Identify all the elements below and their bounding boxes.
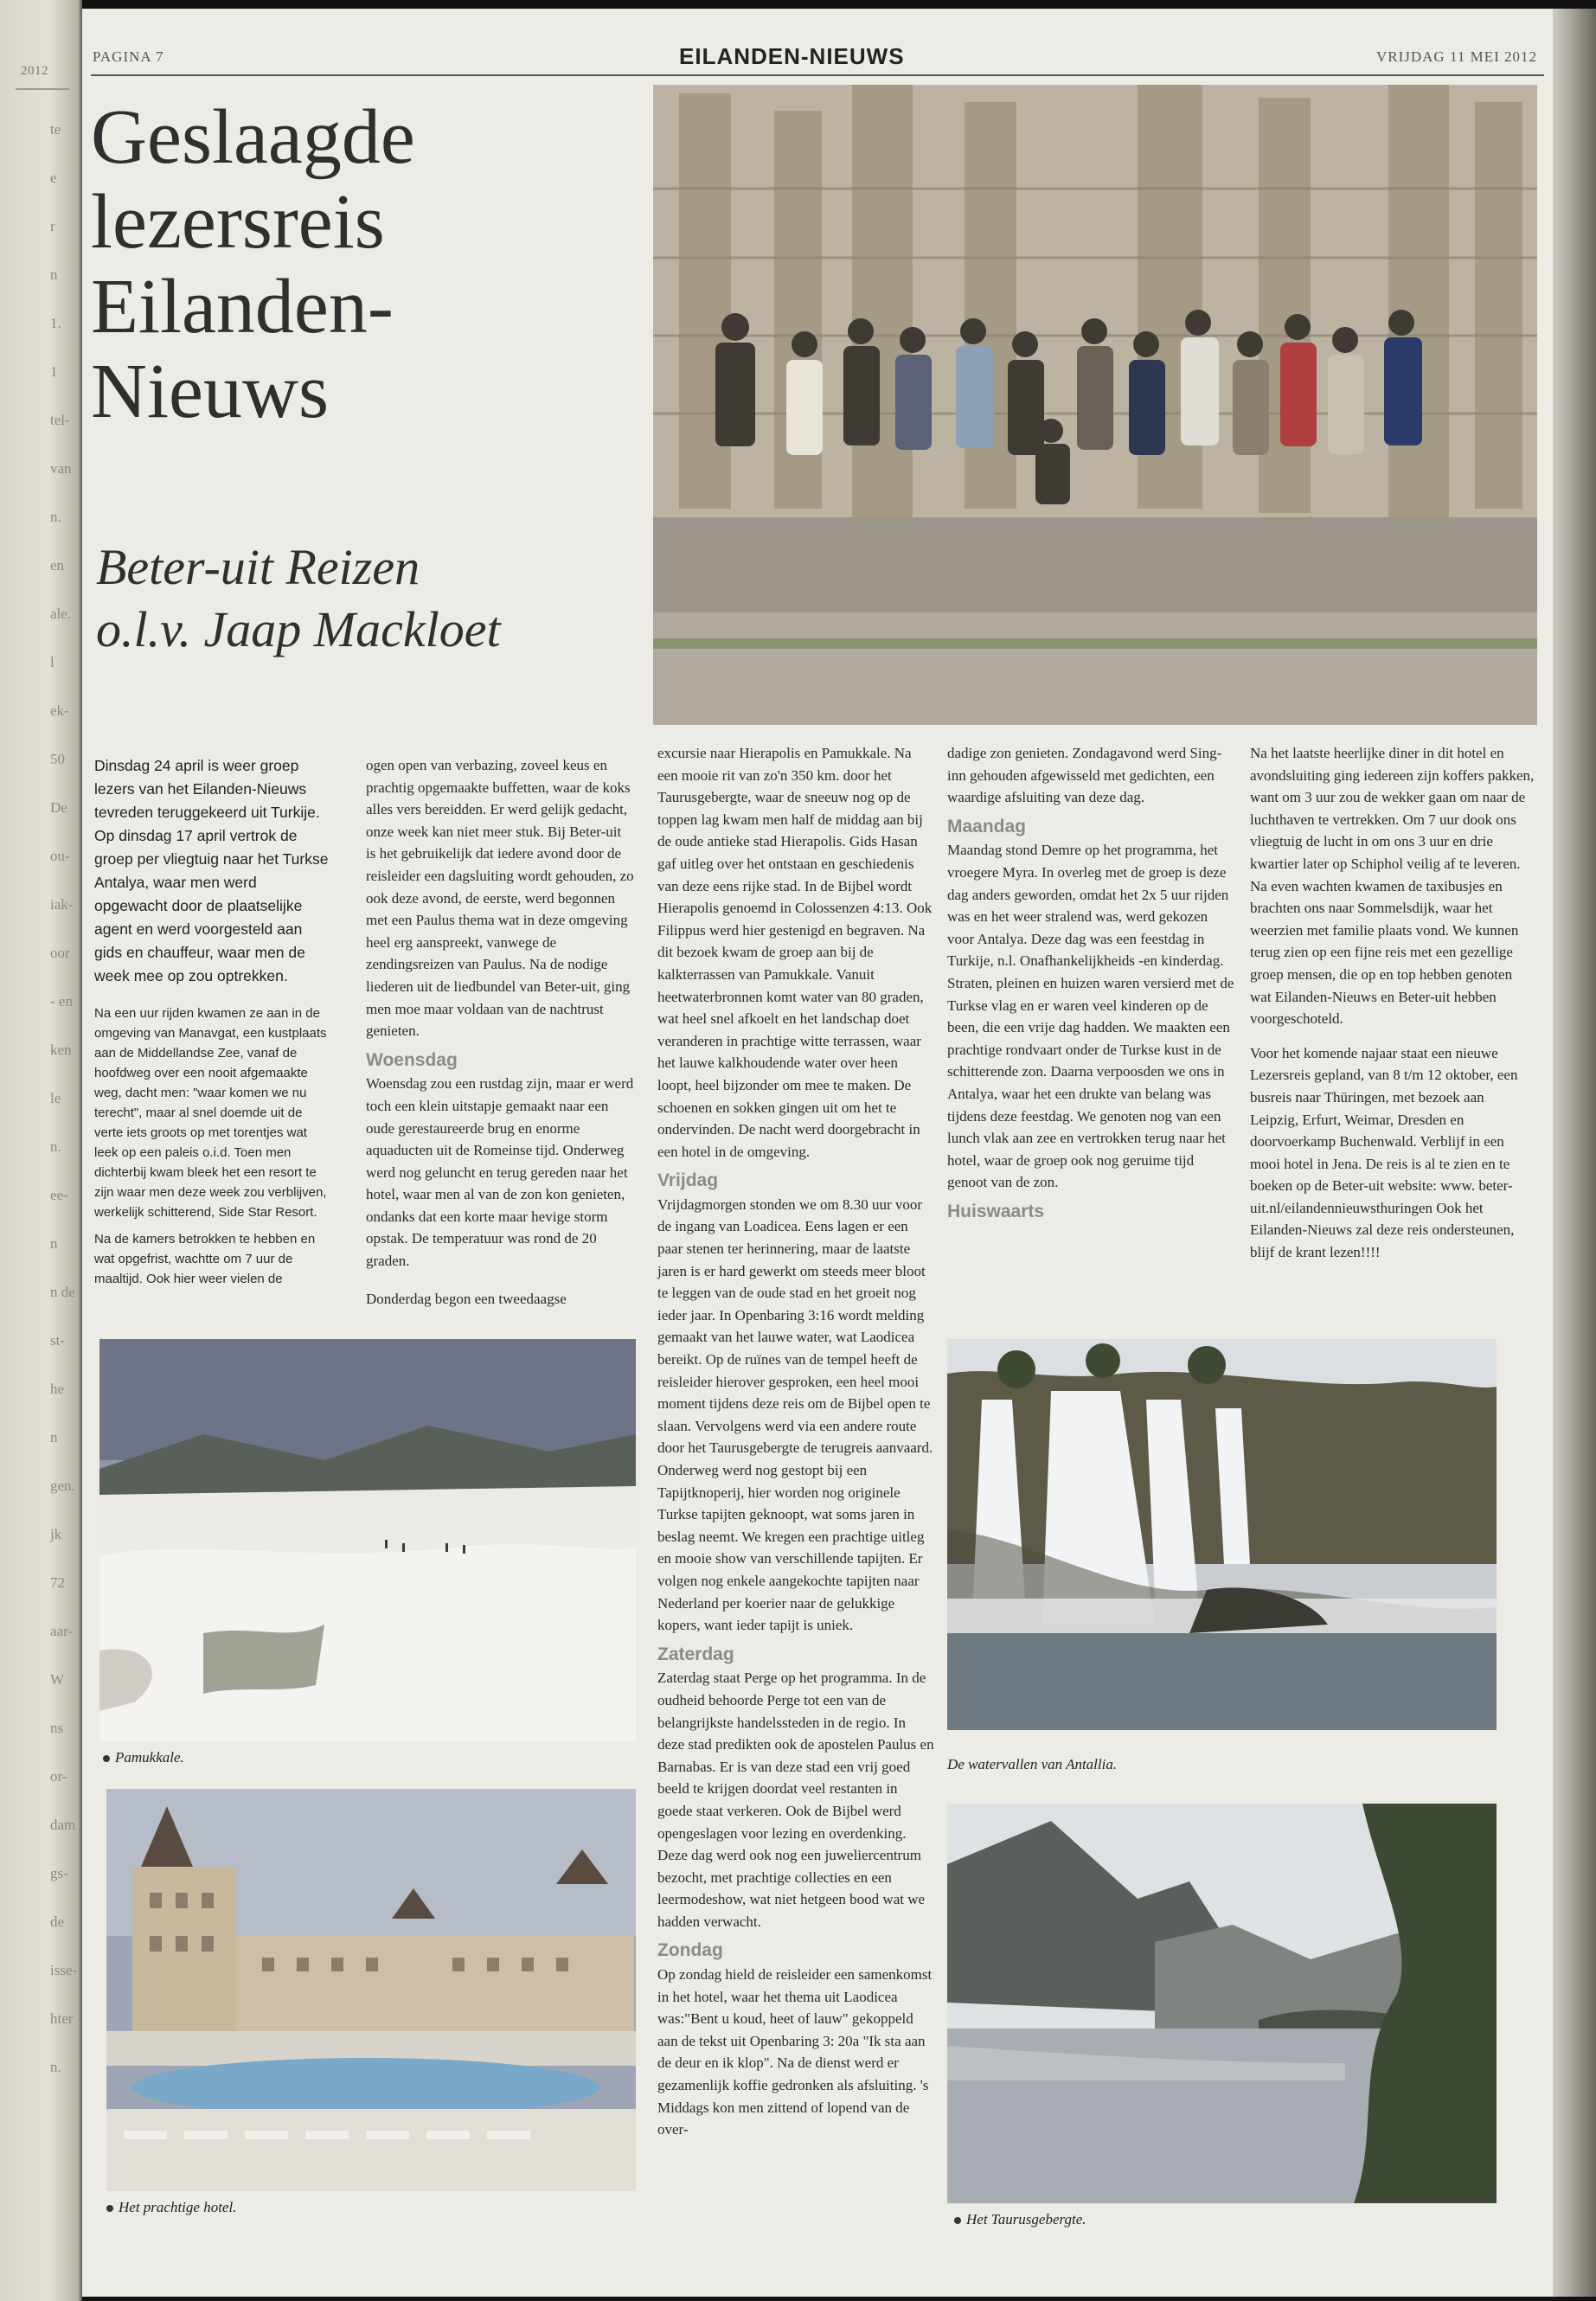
previous-page-fragment: ou- (50, 848, 70, 864)
column-1 (94, 754, 332, 1296)
paragraph: excursie naar Hierapolis en Pamukkale. Na een mooie rit van zo'n 350 km. door het Taurusgebergte, waar de sneeuw nog op de toppen lag kwam men half de middag aan bij de oude antieke stad Hierapolis. Gids Hasan gaf uitleg over het ontstaan en geschiedenis van deze eens rijke stad. In de Bijbel wordt Hierapolis genoemd in Colossenzen 4:13. Ook Filippus werd hier gestenigd en begraven. Na dit bezoek kwam de groep aan bij de kalkterrassen van Pamukkale. Vanuit heetwaterbronnen komt water van 80 graden, wat heel snel afkoelt en het landschap doet veranderen in prachtige witte terrassen, waar het lauwe kalkhoudende water over heen loopt, heel bijzonder om mee te maken. De schoenen en sokken gingen uit om het te ondervinden. De nacht werd doorgebracht in een hotel in de omgeving. (657, 745, 933, 1160)
subheading-zondag: Zondag (657, 1940, 723, 1961)
title-line: Geslaagde (91, 94, 415, 180)
previous-page-fragment: le (50, 1090, 61, 1106)
previous-page-fragment: 72 (50, 1574, 65, 1591)
previous-page-fragment: hter (50, 2010, 74, 2027)
lead-paragraph: Dinsdag 24 april is weer groep lezers van het Eilanden-Nieuws tevreden teruggekeerd uit Turkije. Op dinsdag 17 april vertrok de groep per vliegtuig naar het Turkse Antalya, waar men werd opgewacht door de plaatselijke agent en werd voorgesteld aan gids en chauffeur, waar men de week mee op zou optrekken. (94, 757, 329, 984)
caption-text: Het prachtige hotel. (119, 2199, 237, 2215)
column-3 (657, 742, 934, 2148)
previous-page-fragment: n (50, 1235, 58, 1252)
previous-page-fragment: jk (50, 1526, 62, 1542)
paragraph: ogen open van verbazing, zoveel keus en prachtig opgemaakte buffetten, waar de koks alles vers bereidden. Er werd gelijk gedacht, onze week kan niet meer stuk. Bij Beter-uit is het gebruikelijk dat iedere avond door de reisleider een dagsluiting wordt gehouden, zo ook deze avond, de eerste, werd begonnen met een Paulus thema wat in deze omgeving heel erg aanspreekt, vanwege de zendingsreizen van Paulus. Na de nodige liederen uit de liedbundel van Beter-uit, ging men moe maar voldaan van de nachtrust genieten. (366, 757, 634, 1040)
group-photo (653, 85, 1537, 725)
caption-hotel (106, 2199, 236, 2216)
previous-page-fragment: n (50, 266, 58, 283)
paragraph: Donderdag begon een tweedaagse (366, 1290, 567, 1307)
previous-page-fragment: ek- (50, 702, 69, 719)
newspaper-page (82, 9, 1553, 2297)
article-subtitle (96, 536, 598, 661)
caption-pamukkale (103, 1749, 184, 1766)
previous-page-fragment: r (50, 218, 55, 234)
paragraph: Vrijdagmorgen stonden we om 8.30 uur voor de ingang van Loadicea. Eens lagen er een paar stenen ter herinnering, maar de laatste jaren is er hard gewerkt om steeds meer bloot te leggen van de oude stad en het groeit nog ieder jaar. In Openbaring 3:16 wordt melding gemaakt van het lauwe water, wat Laodicea bereikt. Op de ruïnes van de tempel heeft de reisleider hierover gesproken, een heel mooi moment tijdens deze reis om de Bijbel open te slaan. Vervolgens werd via een andere route door het Taurusgebergte de terugreis aanvaard. Onderweg werd nog gestopt bij een Tapijtknoperij, hier worden nog originele Turkse tapijten geknoopt, wat soms jaren in beslag neemt. We kregen een prachtige uitleg en mooie show van verschillende tapijten. Er volgen nog enkele aangekochte tapijten naar Nederland per koerier naar de gelukkige kopers, want ieder tapijt is uniek. (657, 1195, 933, 1634)
previous-page-fragment: n. (50, 1138, 61, 1155)
paragraph: Na het laatste heerlijke diner in dit hotel en avondsluiting ging iedereen zijn koffers pakken, want om 3 uur zou de wekker gaan om naar de luchthaven te vertrekken. Om 7 uur dook ons vliegtuig de lucht in om ons 3 uur en drie kwartier later op Schiphol veilig af te leveren. Na even wachten kwamen de taxibusjes en brachten ons naar Sommelsdijk, waar het weerzien met familie plaats vond. We kunnen terug zien op een fijne reis met een gezellige groep mensen, die op en top hebben genoten wat Eilanden-Nieuws en Beter-uit hebben voorgeschoteld. (1250, 745, 1535, 1028)
previous-page-fragment: gs- (50, 1865, 68, 1881)
paragraph: Maandag stond Demre op het programma, het vroegere Myra. In overleg met de groep is deze dag anders geworden, omdat het 2x 5 uur rijden was en het weer stralend was, werd gekozen voor Antalya. Deze dag was een feestdag in Turkije, n.l. Onafhankelijkheids -en kinderdag. Straten, pleinen en huizen waren versierd met de Turkse vlag en er waren veel kinderen op de been, die een vrije dag hadden. We maakten een prachtige rondvaart onder de Turkse kust in de schitterende zon. Daarna verpoosden we ons in Antalya, waar het een drukte van belang was tijdens deze feestdag. We genoten nog van een lunch vlak aan zee en vertrokken terug naar het hotel, waar de groep ook nog geruime tijd genoot van de zon. (947, 842, 1234, 1191)
previous-page-fragment: isse- (50, 1962, 78, 1978)
title-line: lezersreis (91, 179, 385, 265)
hotel-photo (106, 1789, 636, 2191)
column-4 (947, 742, 1237, 1224)
caption-watervallen: De watervallen van Antallia. (947, 1756, 1118, 1772)
previous-page-fragment: de (50, 1913, 65, 1930)
previous-page-fragment: ken (50, 1042, 72, 1058)
title-line: Nieuws (91, 349, 329, 434)
caption-bullet-icon (106, 2205, 113, 2212)
pamukkale-photo (99, 1339, 636, 1741)
paragraph: Op zondag hield de reisleider een samenkomst in het hotel, waar het thema uit Laodicea was:"Bent u koud, heet of lauw" gekoppeld aan de tekst uit Openbaring 3: 20a "Ik sta aan de deur en ik klop". Na de dienst werd er gezamenlijk koffie gedronken als afsluiting. 's Middags kon men zittend of lopend van de over- (657, 1966, 933, 2138)
column-5 (1250, 742, 1535, 1271)
masthead: EILANDEN-NIEUWS (679, 43, 905, 69)
caption-bullet-icon (103, 1755, 110, 1762)
subheading-woensdag: Woensdag (366, 1049, 458, 1070)
previous-page-edge (0, 0, 82, 2301)
previous-page-fragment: aar- (50, 1623, 74, 1639)
title-line: Eilanden- (91, 264, 394, 349)
subheading-maandag: Maandag (947, 816, 1027, 836)
previous-page-fragment: 1. (50, 315, 61, 331)
paragraph: Voor het komende najaar staat een nieuwe Lezersreis gepland, van 8 t/m 12 oktober, een busreis naar Thüringen, met bezoek aan Leipzig, Erfurt, Weimar, Dresden en doorvoerkamp Buchenwald. Verblijf in een mooi hotel in Jena. De reis is al te zien en te boeken op de Beter-uit website: www. beter-uit.nl/eilandennieuwsthuringen Ook het Eilanden-Nieuws zal deze reis ondersteunen, blijf de krant lezen!!!! (1250, 1044, 1518, 1261)
subtitle-line: Beter-uit Reizen (96, 539, 420, 595)
previous-page-fragment: ee- (50, 1187, 68, 1203)
taurus-photo (947, 1804, 1497, 2203)
subtitle-line: o.l.v. Jaap Mackloet (96, 601, 501, 657)
paragraph: Zaterdag staat Perge op het programma. In de oudheid behoorde Perge tot een van de belangrijkste handelssteden in de regio. In deze stad predikten ook de apostelen Paulus en Barnabas. Er is van deze stad een vrij goed beeld te krijgen doordat veel restanten in goede staat verkeren. Ook de Bijbel werd opengeslagen voor lezing en overdenking. Deze dag werd ook nog een juweliercentrum bezocht, met prachtige collecties en een leermodeshow, wat niet hetgeen bood wat we hadden verwacht. (657, 1670, 934, 1930)
issue-date: VRIJDAG 11 MEI 2012 (1375, 48, 1537, 65)
previous-page-fragment: - en (50, 993, 73, 1009)
caption-text: Pamukkale. (115, 1749, 184, 1766)
previous-page-fragment: van (50, 460, 72, 477)
page-spine-shadow (1553, 9, 1596, 2297)
subheading-vrijdag: Vrijdag (657, 1170, 719, 1191)
previous-page-fragment: iak- (50, 896, 74, 913)
page-number: PAGINA 7 (93, 48, 164, 65)
caption-text: Het Taurusgebergte. (966, 2211, 1086, 2227)
paragraph: Na een uur rijden kwamen ze aan in de omgeving van Manavgat, een kustplaats aan de Middellandse Zee, vanaf de hoofdweg over een nooit afgemaakte weg, dacht men: "waar komen we nu terecht", maar al snel doemde uit de verte iets groots op met torentjes wat leek op een paleis o.i.d. Toen men dichterbij kwam bleek het een resort te zijn waar men deze week zou verblijven, werkelijk schitterend, Side Star Resort. (94, 1006, 327, 1220)
header-rule (91, 74, 1544, 76)
paragraph: dadige zon genieten. Zondagavond werd Sing-inn gehouden afgewisseld met gedichten, een waardige afsluiting van deze dag. (947, 745, 1222, 806)
previous-page-fragment: dam (50, 1817, 76, 1833)
previous-page-fragment: n. (50, 2059, 61, 2075)
article-title (91, 95, 541, 434)
previous-page-fragment: e (50, 170, 57, 186)
previous-page-fragment: n de (50, 1284, 75, 1300)
paragraph: Woensdag zou een rustdag zijn, maar er werd toch een klein uitstapje gemaakt naar een oude gerestaureerde brug en enorme aquaducten uit de Romeinse tijd. Onderweg werd nog geluncht en terug gereden naar het hotel, waar men al van de zon kon genieten, ondanks dat een korte maar hevige storm opstak. De temperatuur was rond de 20 graden. (366, 1075, 634, 1270)
previous-page-fragment: ale. (50, 606, 72, 622)
previous-page-fragment: l (50, 654, 54, 670)
subheading-huiswaarts: Huiswaarts (947, 1201, 1045, 1221)
previous-page-fragment: 50 (50, 751, 65, 767)
previous-page-fragment: oor (50, 945, 70, 961)
previous-page-fragment: st- (50, 1332, 65, 1349)
previous-page-fragment: tel- (50, 412, 70, 428)
previous-page-fragment: n (50, 1429, 58, 1445)
previous-page-fragment: De (50, 799, 67, 816)
previous-page-year: 2012 (21, 64, 48, 78)
waterfall-photo (947, 1339, 1497, 1730)
previous-page-fragment: en (50, 557, 65, 574)
previous-page-rule (16, 88, 69, 90)
caption-bullet-icon (954, 2217, 961, 2224)
caption-taurus (954, 2211, 1086, 2228)
previous-page-fragment: n. (50, 509, 61, 525)
previous-page-fragment: ns (50, 1720, 64, 1736)
previous-page-fragment: or- (50, 1768, 67, 1785)
previous-page-fragment: he (50, 1381, 65, 1397)
previous-page-fragment: gen. (50, 1477, 75, 1494)
paragraph: Na de kamers betrokken te hebben en wat opgefrist, wachtte om 7 uur de maaltijd. Ook hier weer vielen de (94, 1232, 316, 1286)
previous-page-fragment: W (50, 1671, 65, 1688)
subheading-zaterdag: Zaterdag (657, 1644, 734, 1664)
previous-page-fragment: te (50, 121, 61, 138)
previous-page-fragment: 1 (50, 363, 58, 380)
column-2 (366, 754, 634, 1317)
